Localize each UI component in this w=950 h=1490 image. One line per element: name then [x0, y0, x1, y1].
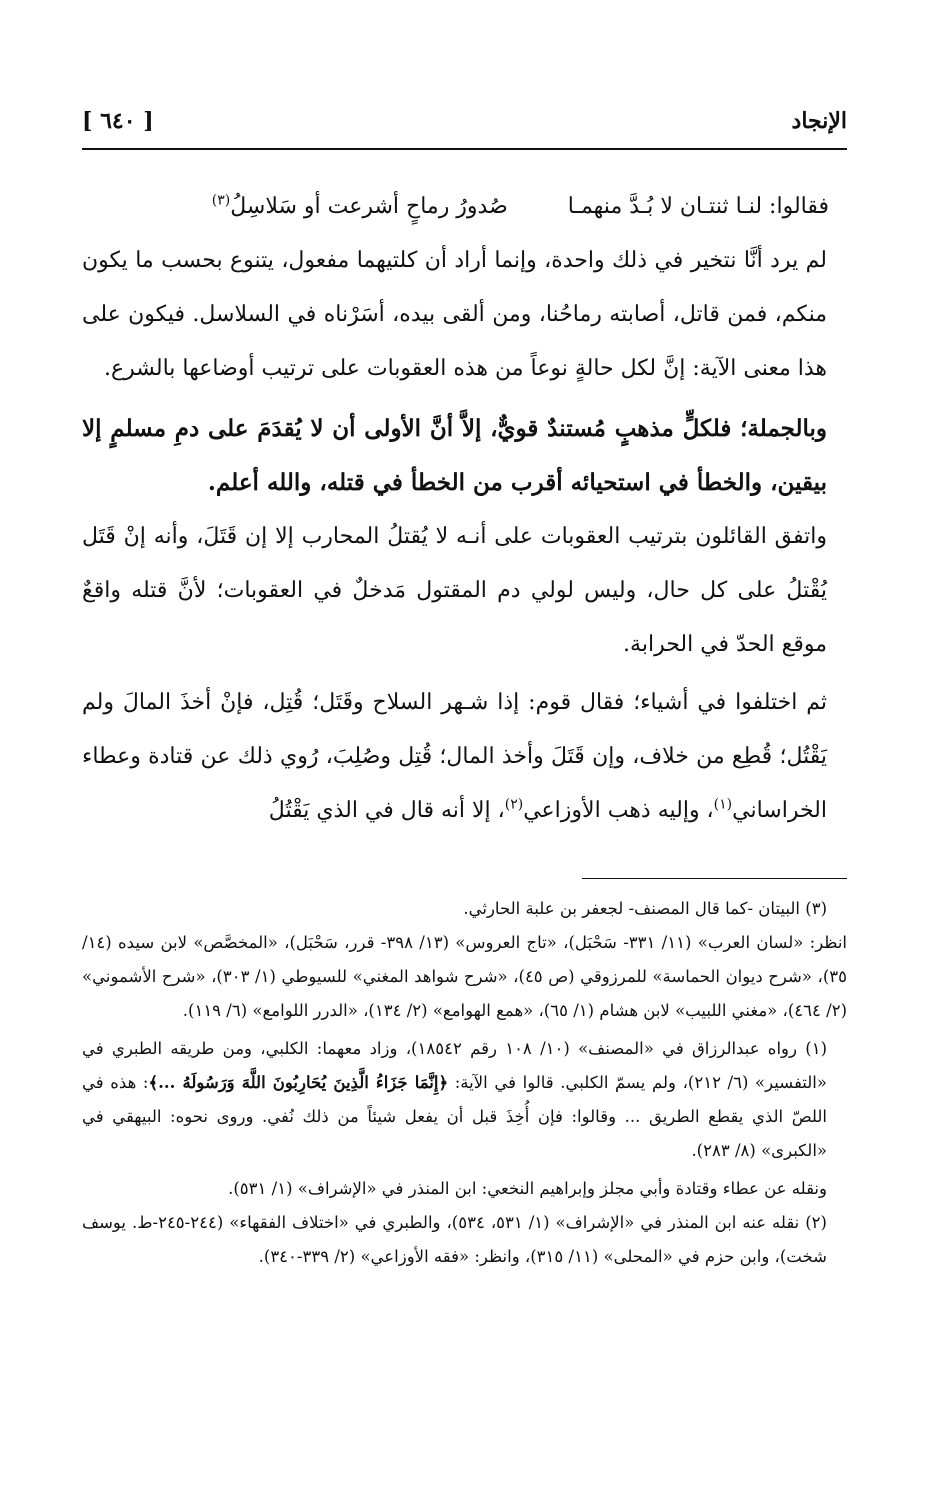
- paragraph-2-bold: وبالجملة؛ فلكلٍّ مذهبٍ مُستندٌ قويٌّ، إلاَّ أنَّ الأولى أن لا يُقدَمَ على دمِ مسلمٍ إلا بيقين، والخطأ في استحيائه أقرب من الخطأ في قتله، والله أعلم.: [82, 415, 827, 496]
- verse-hemistich-1: فقالوا: لنـا ثنتـان لا بُـدَّ منهمـا: [567, 194, 829, 219]
- footnote-1-addendum: ونقله عن عطاء وقتادة وأبي مجلز وإبراهيم النخعي: ابن المنذر في «الإشراف» (١/ ٥٣١).: [228, 1179, 827, 1198]
- page-header: [82, 108, 847, 146]
- footnotes: [82, 892, 847, 1274]
- page-number: [ ٦٤٠ ]: [82, 108, 154, 134]
- main-text: [82, 180, 847, 838]
- footnote-ref-3: (٣): [211, 192, 231, 209]
- poem-verse: [82, 180, 847, 234]
- footnote-3-sources: انظر: «لسان العرب» (١١/ ٣٣١- سَحْبَل)، «تاج العروس» (١٣/ ٣٩٨- قرر، سَحْبَل)، «المخصَّص» لابن سيده (١٤/ ٣٥)، «شرح ديوان الحماسة» للمرزوقي (ص ٤٥)، «شرح شواهد المغني» للسيوطي (١/ ٣٠٣)، «شرح الأشموني» (٢/ ٤٦٤)، «مغني اللبيب» لابن هشام (١/ ٦٥)، «همع الهوامع» (٢/ ١٣٤)، «الدرر اللوامع» (٦/ ١١٩).: [82, 933, 848, 1020]
- footnote-1: (١) رواه عبدالرزاق في «المصنف» (١٠/ ١٠٨ رقم ١٨٥٤٢)، وزاد معهما: الكلبي، ومن طريقه الطبري في «التفسير» (٦/ ٢١٢)، ولم يسمّ الكلبي. قالوا في الآية: ﴿إِنَّمَا جَزَاءُ الَّذِينَ يُحَارِبُونَ اللَّهَ وَرَسُولَهُ ...﴾: هذه في اللصّ الذي يقطع الطريق ... وقالوا: فإن أُخِذَ قبل أن يفعل شيئاً من ذلك نُفي. وروى نحوه: البيهقي في «الكبرى» (٨/ ٢٨٣).: [82, 1039, 828, 1160]
- footnote-divider: [582, 878, 847, 879]
- paragraph-3: واتفق القائلون بترتيب العقوبات على أنـه لا يُقتلُ المحارب إلا إن قَتَلَ، وأنه إنْ قَتَل يُقْتلُ على كل حال، وليس لولي دم المقتول مَدخلٌ في العقوبات؛ لأنَّ قتله واقعٌ موقع الحدّ في الحرابة.: [82, 524, 827, 657]
- header-divider: [82, 148, 847, 150]
- footnote-2: (٢) نقله عنه ابن المنذر في «الإشراف» (١/ ٥٣١، ٥٣٤)، والطبري في «اختلاف الفقهاء» (٢٤٤-٢٤٥-ط. يوسف شخت)، وابن حزم في «المحلى» (١١/ ٣١٥)، وانظر: «فقه الأوزاعي» (٢/ ٣٣٩-٣٤٠).: [82, 1213, 827, 1266]
- footnote-ref-2: (٢): [504, 796, 524, 813]
- footnote-ref-1: (١): [713, 796, 733, 813]
- running-title: الإنجاد: [791, 108, 847, 134]
- verse-hemistich-2: صُدورُ رماحٍ أشرعت أو سَلاسِلُ$^{(٣)}$: [211, 192, 508, 219]
- paragraph-1: لم يرد أنَّا نتخير في ذلك واحدة، وإنما أراد أن كلتيهما مفعول، يتنوع بحسب ما يكون منكم، فمن قاتل، أصابته رماحُنا، ومن ألقى بيده، أسَرْناه في السلاسل. فيكون على هذا معنى الآية: إنَّ لكل حالةٍ نوعاً من هذه العقوبات على ترتيب أوضاعها بالشرع.: [82, 248, 827, 381]
- paragraph-4: ثم اختلفوا في أشياء؛ فقال قوم: إذا شـهر السلاح وقَتَل؛ قُتِل، فإنْ أخذَ المالَ ولم يَقْتُل؛ قُطِع من خلاف، وإن قَتَلَ وأخذ المال؛ قُتِل وصُلِبَ، رُوي ذلك عن قتادة وعطاء الخراساني$^{(١)}$، وإليه ذهب الأوزاعي$^{(٢)}$، إلا أنه قال في الذي يَقْتُلُ: [82, 690, 827, 823]
- footnote-3: (٣) البيتان -كما قال المصنف- لجعفر بن علبة الحارثي.: [463, 899, 827, 918]
- quran-quote: ﴿إِنَّمَا جَزَاءُ الَّذِينَ يُحَارِبُونَ اللَّهَ وَرَسُولَهُ ...﴾: [148, 1073, 449, 1092]
